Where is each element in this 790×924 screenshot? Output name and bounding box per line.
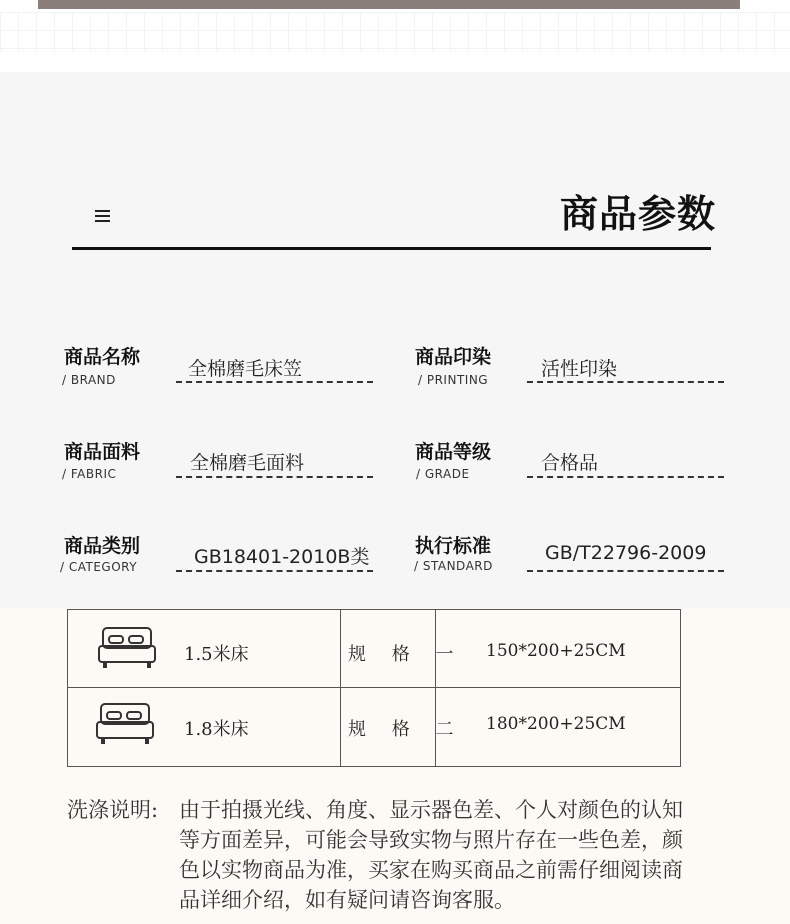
wash-note-line: 由于拍摄光线、角度、显示器色差、个人对颜色的认知 [179,798,683,822]
brand-value: 全棉磨毛床笠 [188,358,303,380]
spec-table [67,609,681,767]
bed-size-label: 1.5米床 [184,644,249,665]
grade-underline [527,476,724,478]
fabric-value: 全棉磨毛面料 [190,452,305,474]
spec-label: 规 格 一 [348,644,464,665]
category-label: 商品类别 [64,535,141,557]
title-divider [72,247,711,250]
grade-value: 合格品 [541,452,599,474]
printing-value: 活性印染 [541,358,618,380]
bed-icon [95,702,155,746]
standard-label-en: / STANDARD [414,559,493,573]
top-photo-strip [0,0,790,72]
printing-label: 商品印染 [415,346,492,368]
standard-label: 执行标准 [415,535,492,557]
product-params-section [0,72,790,608]
background-grid [0,12,790,52]
brand-underline [176,381,373,383]
fabric-underline [176,476,373,478]
category-underline [176,570,373,572]
spec-size: 150*200+25CM [486,641,626,661]
wash-note-heading: 洗涤说明: [67,798,159,822]
printing-label-en: / PRINTING [418,373,489,387]
product-photo-edge [38,0,740,9]
category-value: GB18401-2010B类 [194,546,370,568]
menu-icon [95,210,110,223]
brand-label-en: / BRAND [62,373,116,387]
section-title: 商品参数 [560,192,717,236]
printing-underline [527,381,724,383]
spec-table-col-divider [435,609,436,767]
wash-note-line: 色以实物商品为准，买家在购买商品之前需仔细阅读商 [179,858,683,882]
standard-value: GB/T22796-2009 [545,542,707,564]
spec-label: 规 格 二 [348,719,464,740]
grade-label-en: / GRADE [416,467,470,481]
wash-note-line: 等方面差异，可能会导致实物与照片存在一些色差，颜 [179,828,683,852]
brand-label: 商品名称 [64,346,141,368]
grade-label: 商品等级 [415,441,492,463]
category-label-en: / CATEGORY [60,560,138,574]
standard-underline [527,570,724,572]
bed-size-label: 1.8米床 [184,719,249,740]
wash-note-line: 品详细介绍，如有疑问请咨询客服。 [179,888,515,912]
spec-table-row-divider [67,687,681,688]
bed-icon [97,626,157,670]
fabric-label: 商品面料 [64,441,141,463]
spec-table-col-divider [340,609,341,767]
fabric-label-en: / FABRIC [62,467,117,481]
spec-size: 180*200+25CM [486,714,626,734]
